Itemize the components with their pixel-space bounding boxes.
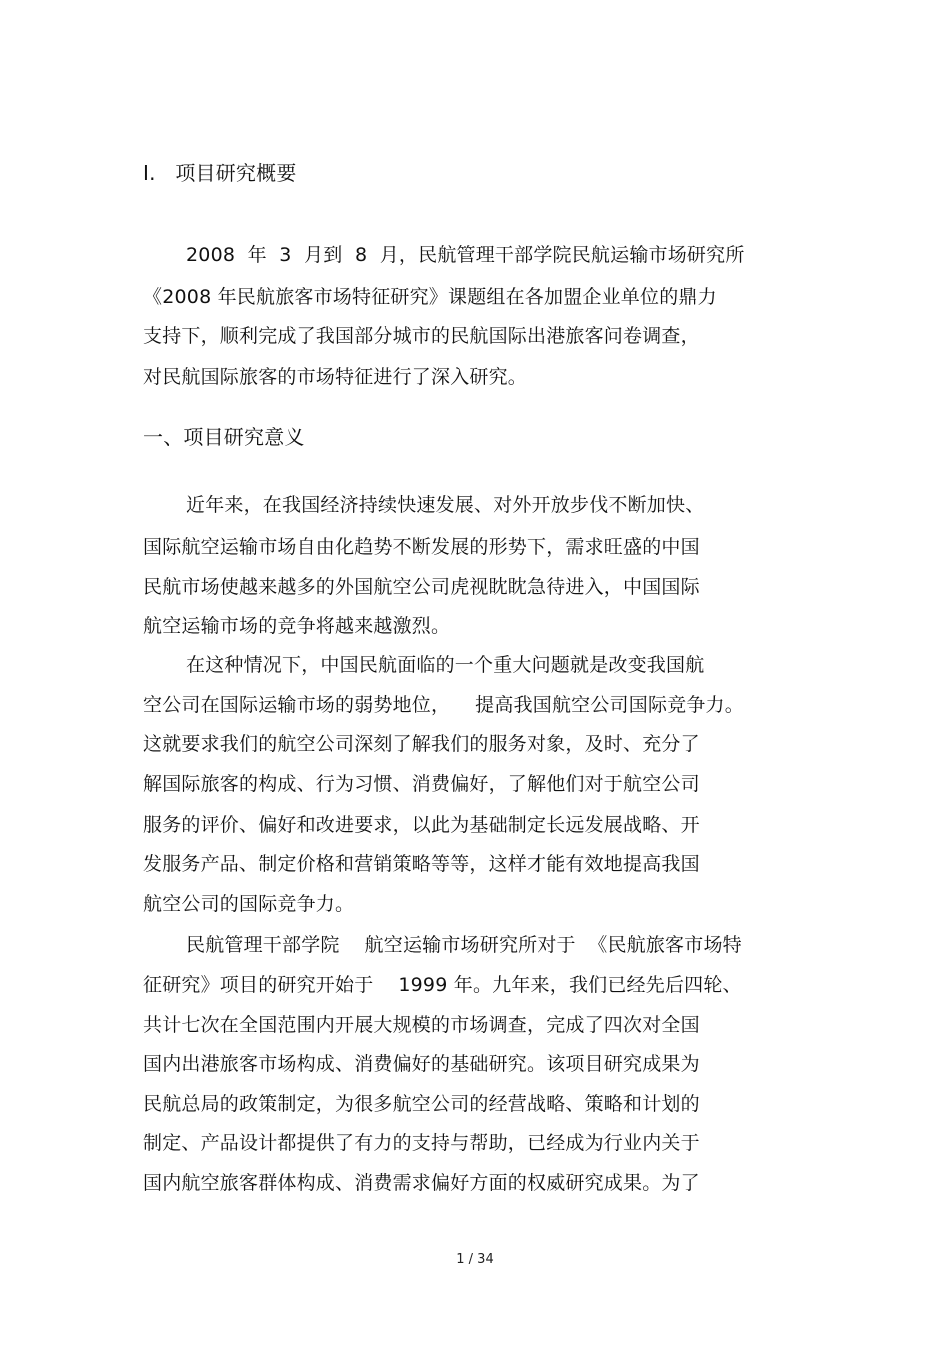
paragraph-line: 这就要求我们的航空公司深刻了解我们的服务对象，及时、充分了 <box>143 733 700 755</box>
paragraph-line: 发服务产品、制定价格和营销策略等等，这样才能有效地提高我国 <box>143 853 700 875</box>
paragraph-line: 国际航空运输市场自由化趋势不断发展的形势下，需求旺盛的中国 <box>143 536 700 558</box>
subsection-heading: 一、项目研究意义 <box>143 425 305 449</box>
paragraph-line: 在这种情况下，中国民航面临的一个重大问题就是改变我国航 <box>186 654 705 676</box>
paragraph-line: 制定、产品设计都提供了有力的支持与帮助，已经成为行业内关于 <box>143 1132 700 1154</box>
paragraph-line: 航空运输市场的竞争将越来越激烈。 <box>143 615 451 637</box>
paragraph-line: 征研究》项目的研究开始于 1999 年。九年来，我们已经先后四轮、 <box>143 974 742 996</box>
paragraph-line: 国内出港旅客市场构成、消费偏好的基础研究。该项目研究成果为 <box>143 1053 700 1075</box>
intro-line: 支持下，顺利完成了我国部分城市的民航国际出港旅客问卷调查， <box>143 325 700 347</box>
paragraph-line: 国内航空旅客群体构成、消费需求偏好方面的权威研究成果。为了 <box>143 1172 700 1194</box>
intro-line: 对民航国际旅客的市场特征进行了深入研究。 <box>143 366 528 388</box>
paragraph-line: 航空公司的国际竞争力。 <box>143 893 355 915</box>
paragraph-line: 共计七次在全国范围内开展大规模的市场调查，完成了四次对全国 <box>143 1014 700 1036</box>
section-heading: I. 项目研究概要 <box>143 161 297 185</box>
paragraph-line: 空公司在国际运输市场的弱势地位， 提高我国航空公司国际竞争力。 <box>143 694 744 716</box>
intro-line: 《2008 年民航旅客市场特征研究》课题组在各加盟企业单位的鼎力 <box>143 286 717 308</box>
page-number: 1 / 34 <box>456 1252 494 1267</box>
paragraph-line: 解国际旅客的构成、行为习惯、消费偏好，了解他们对于航空公司 <box>143 773 700 795</box>
paragraph-line: 服务的评价、偏好和改进要求，以此为基础制定长远发展战略、开 <box>143 814 700 836</box>
paragraph-line: 民航市场使越来越多的外国航空公司虎视眈眈急待进入，中国国际 <box>143 576 700 598</box>
paragraph-line: 近年来，在我国经济持续快速发展、对外开放步伐不断加快、 <box>186 494 705 516</box>
intro-line: 2008 年 3 月到 8 月，民航管理干部学院民航运输市场研究所 <box>186 244 745 266</box>
paragraph-line: 民航总局的政策制定，为很多航空公司的经营战略、策略和计划的 <box>143 1093 700 1115</box>
paragraph-line: 民航管理干部学院 航空运输市场研究所对于 《民航旅客市场特 <box>186 934 742 956</box>
